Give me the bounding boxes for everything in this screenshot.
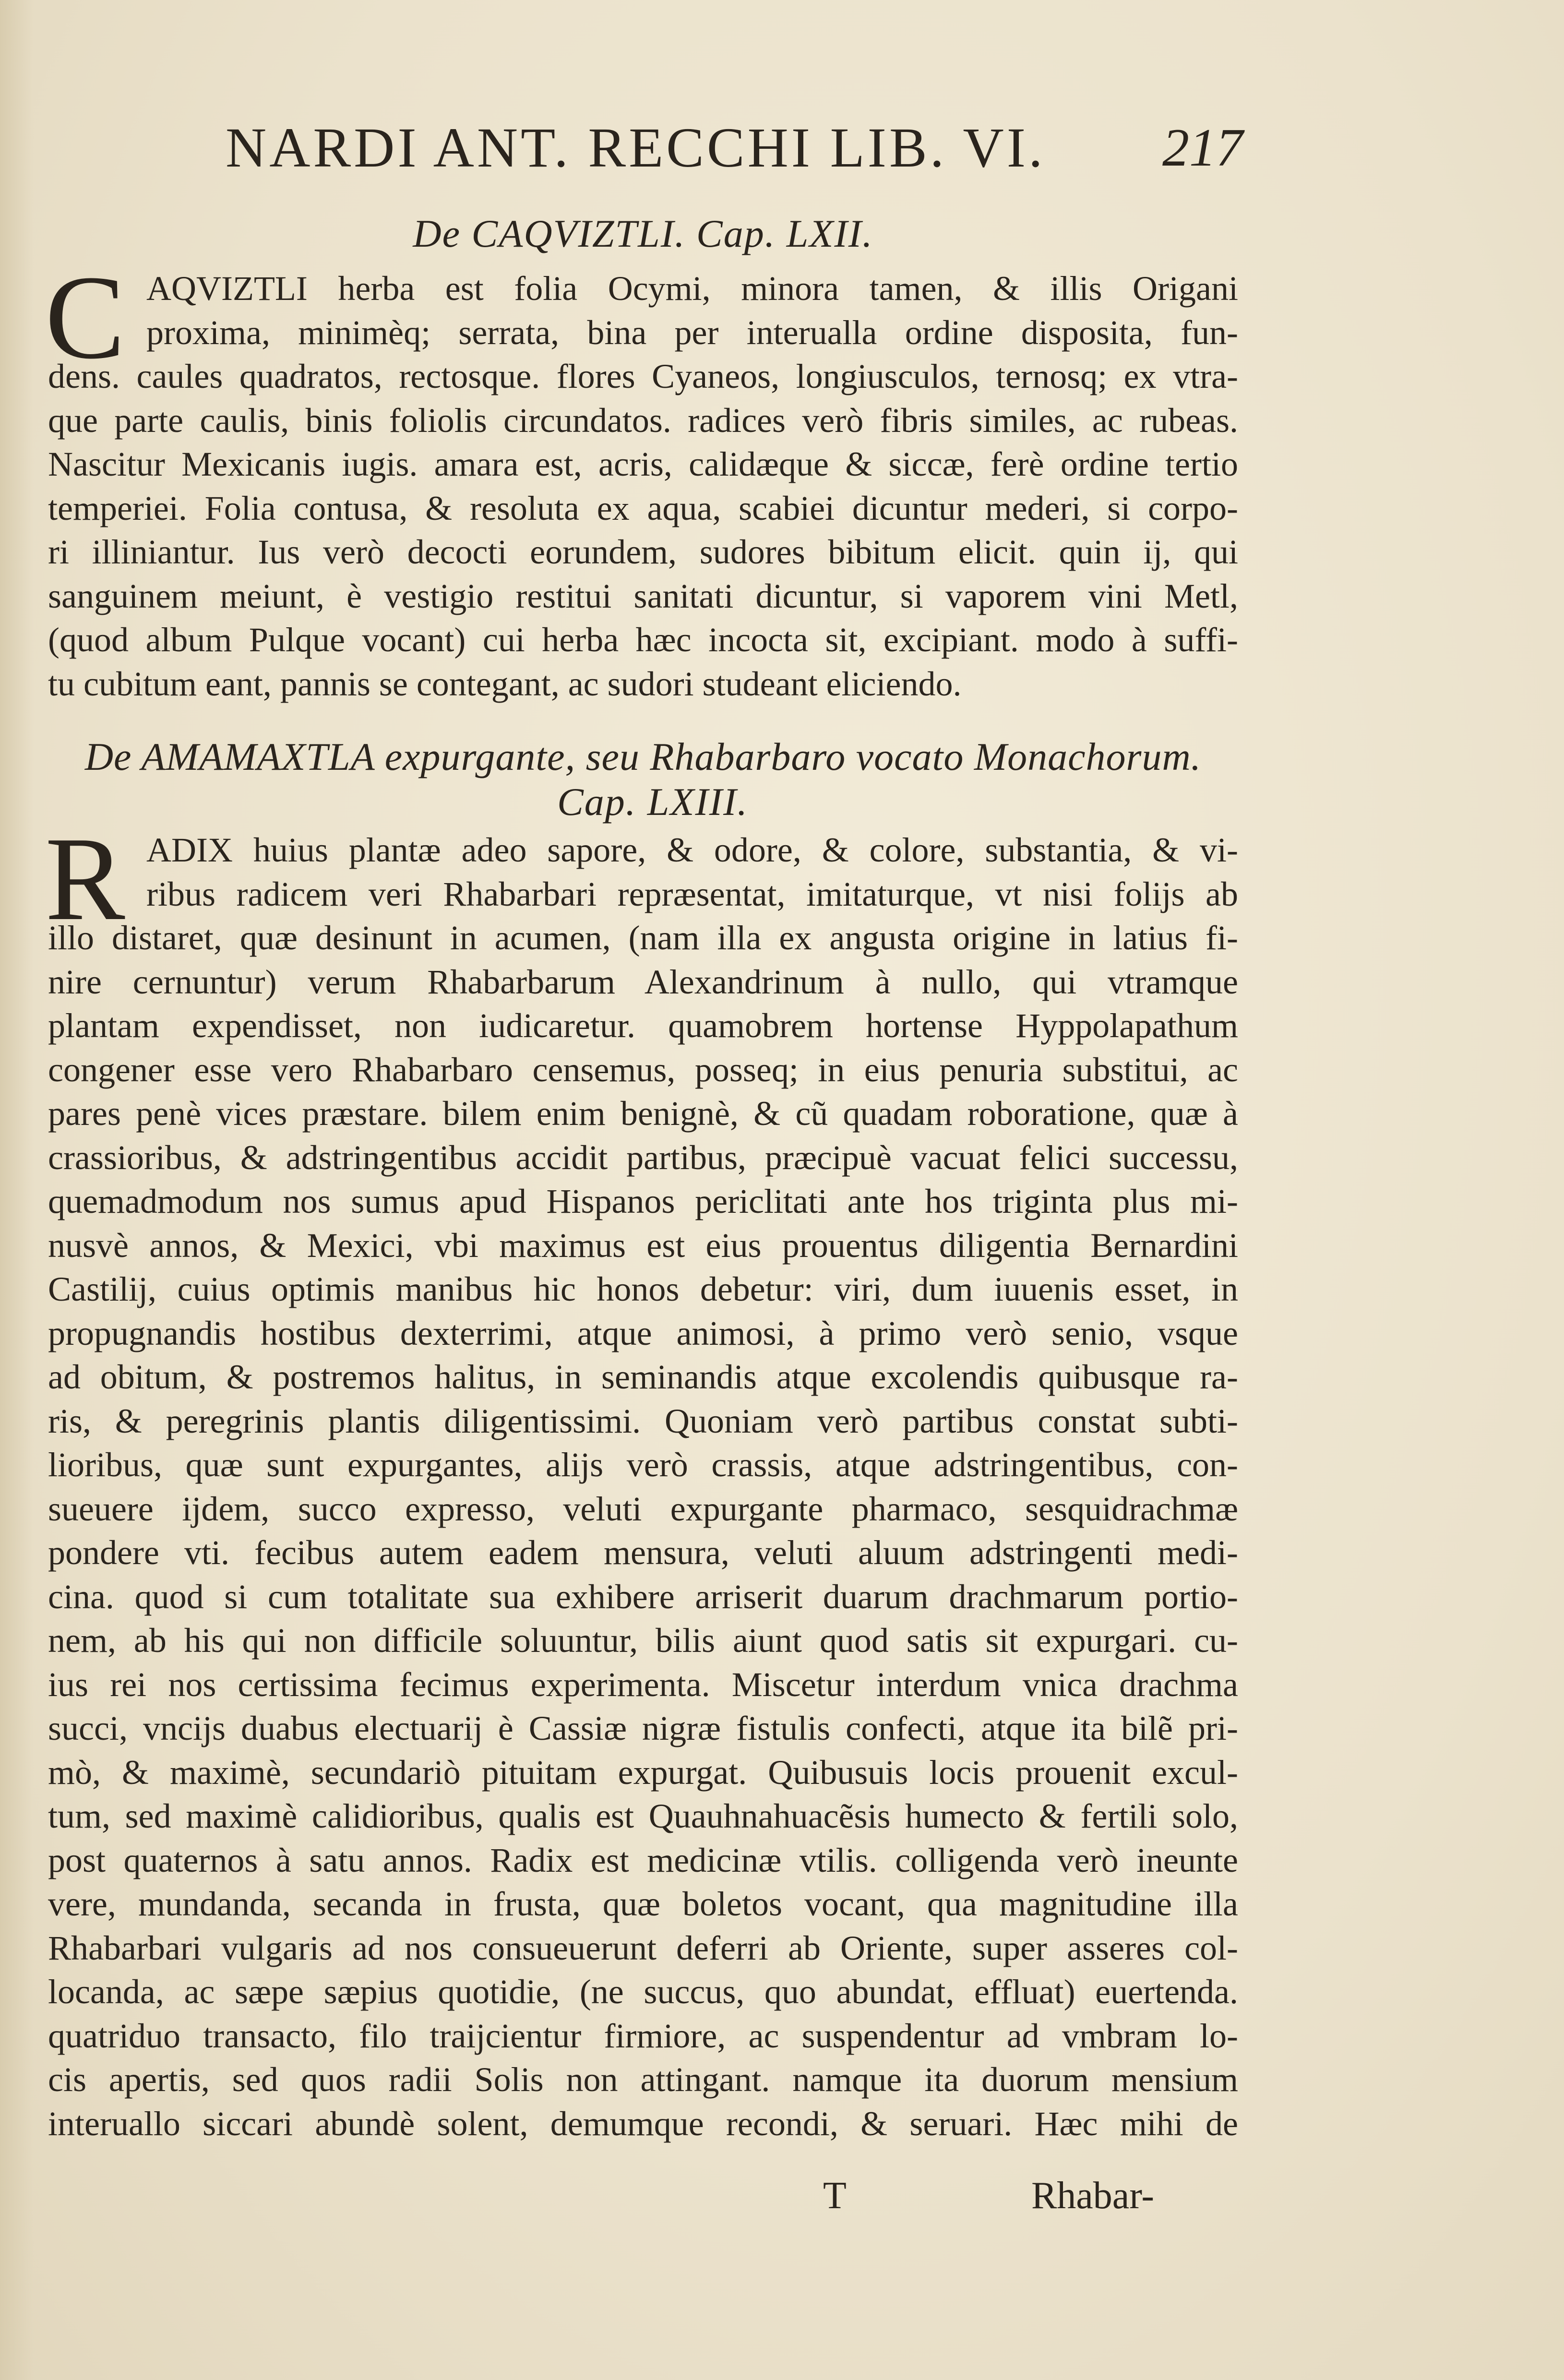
- text-line: succi, vncijs duabus electuarij è Cassiæ nigræ fistulis confecti, atque ita bilẽ pri-: [48, 1709, 1238, 1747]
- text-line: ADIX huius plantæ adeo sapore, & odore, & colore, substantia, & vi-: [146, 831, 1238, 869]
- text-line: tu cubitum eant, pannis se contegant, ac sudori studeant eliciendo.: [48, 664, 962, 703]
- drop-cap-r: R: [45, 813, 125, 945]
- text-line: cis apertis, sed quos radii Solis non attingant. namque ita duorum mensium: [48, 2060, 1238, 2099]
- chapter-63-paragraph: [45, 813, 1238, 2146]
- text-line: nusvè annos, & Mexici, vbi maximus est eius prouentus diligentia Bernardini: [48, 1226, 1238, 1265]
- text-line: quatriduo transacto, filo traijcientur firmiore, ac suspendentur ad vmbram lo-: [48, 2016, 1238, 2055]
- catchword: Rhabar-: [1031, 2175, 1154, 2217]
- text-line: Castilij, cuius optimis manibus hic honos debetur: viri, dum iuuenis esset, in: [48, 1270, 1238, 1308]
- text-line: congener esse vero Rhabarbaro censemus, posseq; in eius penuria substitui, ac: [48, 1050, 1238, 1089]
- text-line: propugnandis hostibus dexterrimi, atque animosi, à primo verò senio, vsque: [48, 1314, 1238, 1352]
- text-line: cina. quod si cum totalitate sua exhibere arriserit duarum drachmarum portio-: [48, 1577, 1238, 1616]
- text-line: plantam expendisset, non iudicaretur. quamobrem hortense Hyppolapathum: [48, 1006, 1238, 1045]
- text-line: ri illiniantur. Ius verò decocti eorundem, sudores bibitum elicit. quin ij, qui: [48, 533, 1238, 571]
- text-line: quemadmodum nos sumus apud Hispanos periclitati ante hos triginta plus mi-: [48, 1182, 1238, 1220]
- text-line: crassioribus, & adstringentibus accidit partibus, præcipuè vacuat felici successu,: [48, 1138, 1238, 1177]
- text-line: tum, sed maximè calidioribus, qualis est Quauhnahuacẽsis humecto & fertili solo,: [48, 1797, 1238, 1835]
- drop-cap-c: C: [45, 251, 125, 384]
- text-line: Rhabarbari vulgaris ad nos consueuerunt deferri ab Oriente, super asseres col-: [48, 1928, 1238, 1967]
- text-line: pares penè vices præstare. bilem enim benignè, & cũ quadam roboratione, quæ à: [48, 1094, 1238, 1133]
- signature-mark: T: [823, 2175, 847, 2217]
- text-line: que parte caulis, binis foliolis circundatos. radices verò fibris similes, ac rubeas.: [48, 401, 1238, 440]
- text-line: sueuere ijdem, succo expresso, veluti expurgante pharmaco, sesquidrachmæ: [48, 1489, 1238, 1528]
- chapter-63-heading-cap: Cap. LXIII.: [557, 780, 748, 824]
- text-line: post quaternos à satu annos. Radix est medicinæ vtilis. colligenda verò ineunte: [48, 1841, 1238, 1879]
- text-line: ris, & peregrinis plantis diligentissimi. Quoniam verò partibus constat subti-: [48, 1401, 1238, 1440]
- text-line: pondere vti. fecibus autem eadem mensura, veluti aluum adstringenti medi-: [48, 1533, 1238, 1572]
- chapter-62: [45, 211, 1238, 706]
- chapter-62-paragraph: [45, 251, 1238, 706]
- text-line: vere, mundanda, secanda in frusta, quæ boletos vocant, qua magnitudine illa: [48, 1885, 1238, 1923]
- page-header: [226, 115, 1243, 179]
- text-line: ius rei nos certissima fecimus experimenta. Miscetur interdum vnica drachma: [48, 1665, 1238, 1704]
- text-line: lioribus, quæ sunt expurgantes, alijs verò crassis, atque adstringentibus, con-: [48, 1446, 1238, 1484]
- text-line: mò, & maximè, secundariò pituitam expurgat. Quibusuis locis prouenit excul-: [48, 1753, 1238, 1792]
- running-title: NARDI ANT. RECCHI LIB. VI.: [226, 116, 1046, 179]
- text-line: nire cernuntur) verum Rhabarbarum Alexandrinum à nullo, qui vtramque: [48, 962, 1238, 1001]
- text-line: sanguinem meiunt, è vestigio restitui sanitati dicuntur, si vaporem vini Metl,: [48, 576, 1238, 615]
- text-line: locanda, ac sæpe sæpius quotidie, (ne succus, quo abundat, effluat) euertenda.: [48, 1973, 1238, 2011]
- chapter-63: [45, 734, 1238, 2146]
- page-number: 217: [1162, 118, 1243, 178]
- chapter-63-heading: De AMAMAXTLA expurgante, seu Rhabarbaro vocato Monachorum.: [84, 735, 1202, 778]
- text-line: illo distaret, quæ desinunt in acumen, (nam illa ex angusta origine in latius fi-: [48, 919, 1238, 957]
- chapter-62-heading: De CAQVIZTLI. Cap. LXII.: [413, 212, 873, 255]
- text-line: Nascitur Mexicanis iugis. amara est, acris, calidæque & siccæ, ferè ordine tertio: [48, 445, 1238, 483]
- text-line: dens. caules quadratos, rectosque. flores Cyaneos, longiusculos, ternosq; ex vtra-: [48, 357, 1238, 395]
- text-line: proxima, minimèq; serrata, bina per interualla ordine disposita, fun-: [146, 313, 1238, 352]
- text-line: ad obitum, & postremos halitus, in seminandis atque excolendis quibusque ra-: [48, 1358, 1238, 1396]
- text-line: (quod album Pulque vocant) cui herba hæc incocta sit, excipiant. modo à suffi-: [48, 621, 1238, 659]
- text-line: interuallo siccari abundè solent, demumque recondi, & seruari. Hæc mihi de: [48, 2104, 1238, 2143]
- text-line: AQVIZTLI herba est folia Ocymi, minora tamen, & illis Origani: [146, 269, 1238, 308]
- text-line: temperiei. Folia contusa, & resoluta ex aqua, scabiei dicuntur mederi, si corpo-: [48, 489, 1238, 527]
- text-line: ribus radicem veri Rhabarbari repræsentat, imitaturque, vt nisi folijs ab: [146, 874, 1238, 913]
- text-line: nem, ab his qui non difficile soluuntur, bilis aiunt quod satis sit expurgari. cu-: [48, 1621, 1238, 1660]
